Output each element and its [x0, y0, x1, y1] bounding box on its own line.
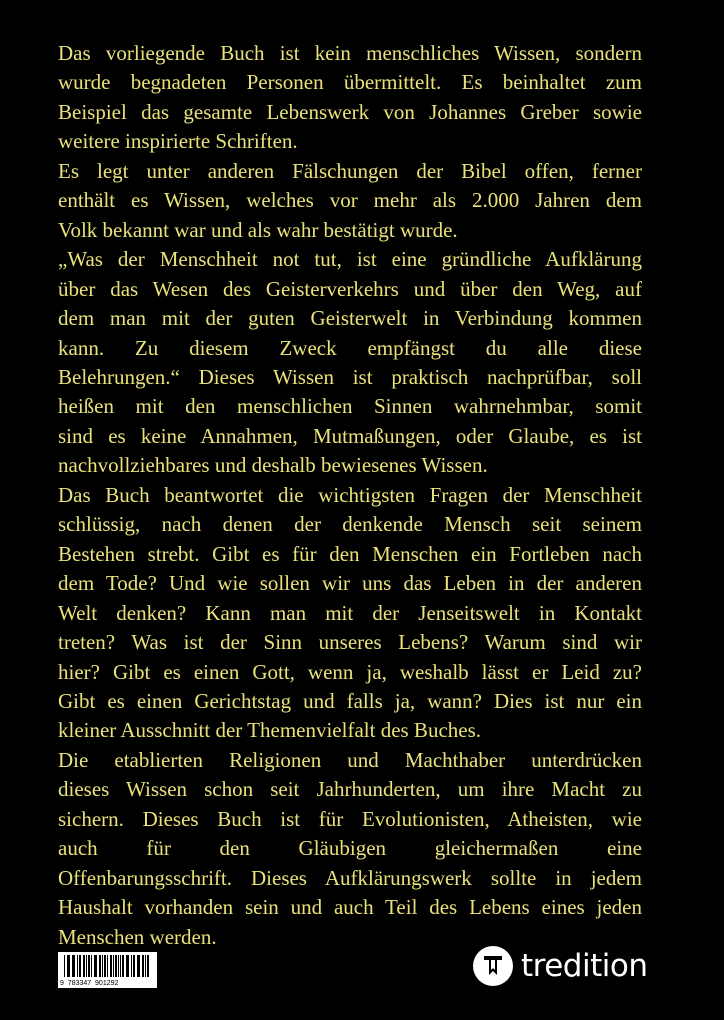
- text-line: wurde begnadeten Personen übermittelt. Es beinhaltet zum: [58, 70, 642, 95]
- text-line: treten? Was ist der Sinn unseres Lebens? Warum sind wir: [58, 630, 642, 655]
- text-line: sind es keine Annahmen, Mutmaßungen, oder Glaube, es ist: [58, 423, 642, 448]
- barcode-bar: [102, 955, 103, 977]
- paragraph: [58, 245, 642, 481]
- barcode-bar: [83, 955, 84, 977]
- text-line: schlüssig, nach denen der denkende Mensch seit seinem: [58, 512, 642, 537]
- text-line: auch für den Gläubigen gleichermaßen eine: [58, 836, 642, 861]
- text-line: Belehrungen.“ Dieses Wissen ist praktisch nachprüfbar, soll: [58, 364, 642, 389]
- text-line: heißen mit den menschlichen Sinnen wahrnehmbar, somit: [58, 394, 642, 419]
- text-line: „Was der Menschheit not tut, ist eine gründliche Aufklärung: [58, 247, 642, 272]
- barcode-bar: [64, 955, 65, 977]
- barcode-bar: [123, 955, 124, 977]
- barcode-bars: [64, 955, 150, 977]
- text-line: nachvollziehbares und deshalb bewiesenes Wissen.: [58, 453, 488, 478]
- barcode-bar: [116, 955, 117, 977]
- text-line: dem Tode? Und wie sollen wir uns das Leben in der anderen: [58, 571, 642, 596]
- paragraph: [58, 481, 642, 746]
- text-line: Bestehen strebt. Gibt es für den Menschen ein Fortleben nach: [58, 541, 642, 566]
- barcode-bar: [111, 955, 112, 977]
- text-line: Gibt es einen Gerichtstag und falls ja, wann? Dies ist nur ein: [58, 688, 642, 713]
- text-line: Offenbarungsschrift. Dieses Aufklärungswerk sollte in jedem: [58, 865, 642, 890]
- paragraph: [58, 157, 642, 245]
- barcode-bar: [74, 955, 75, 977]
- barcode-bar: [128, 955, 129, 977]
- text-line: Menschen werden.: [58, 924, 217, 949]
- publisher-name: tredition: [521, 948, 648, 984]
- barcode-bar: [148, 955, 149, 977]
- tredition-logo-icon: [473, 946, 513, 986]
- text-line: weitere inspirierte Schriften.: [58, 129, 298, 154]
- text-line: Das vorliegende Buch ist kein menschliches Wissen, sondern: [58, 41, 642, 65]
- paragraph: [58, 39, 642, 157]
- text-line: sichern. Dieses Buch ist für Evolutionisten, Atheisten, wie: [58, 806, 642, 831]
- text-line: Beispiel das gesamte Lebenswerk von Johannes Greber sowie: [58, 99, 642, 124]
- barcode-bar: [69, 955, 70, 977]
- text-line: hier? Gibt es einen Gott, wenn ja, weshalb lässt er Leid zu?: [58, 659, 642, 684]
- barcode-bar: [143, 955, 144, 977]
- barcode-bar: [134, 955, 135, 977]
- barcode-bar: [89, 955, 90, 977]
- text-line: über das Wesen des Geisterverkehrs und über den Weg, auf: [58, 276, 642, 301]
- barcode-number: 9 783347 901292: [60, 980, 119, 987]
- text-line: enthält es Wissen, welches vor mehr als 2.000 Jahren dem: [58, 188, 642, 213]
- paragraph: [58, 746, 642, 952]
- text-line: dieses Wissen schon seit Jahrhunderten, um ihre Macht zu: [58, 777, 642, 802]
- text-line: Volk bekannt war und als wahr bestätigt wurde.: [58, 217, 458, 242]
- barcode-bar: [122, 955, 123, 977]
- back-cover-text: [58, 39, 642, 952]
- text-line: kleiner Ausschnitt der Themenvielfalt des Buches.: [58, 718, 482, 743]
- barcode-bar: [91, 955, 92, 977]
- text-line: kann. Zu diesem Zweck empfängst du alle diese: [58, 335, 642, 360]
- text-line: Haushalt vorhanden sein und auch Teil des Lebens eines jeden: [58, 895, 642, 920]
- text-line: Das Buch beantwortet die wichtigsten Fragen der Menschheit: [58, 482, 642, 507]
- text-line: dem man mit der guten Geisterwelt in Verbindung kommen: [58, 306, 642, 331]
- publisher-logo: [473, 946, 647, 986]
- text-line: Die etablierten Religionen und Machthaber unterdrücken: [58, 747, 642, 772]
- barcode-bar: [138, 955, 139, 977]
- barcode-bar: [107, 955, 108, 977]
- barcode-bar: [99, 955, 100, 977]
- isbn-barcode: [58, 952, 157, 988]
- barcode-bar: [80, 955, 81, 977]
- text-line: Welt denken? Kann man mit der Jenseitswelt in Kontakt: [58, 600, 642, 625]
- text-line: Es legt unter anderen Fälschungen der Bibel offen, ferner: [58, 158, 642, 183]
